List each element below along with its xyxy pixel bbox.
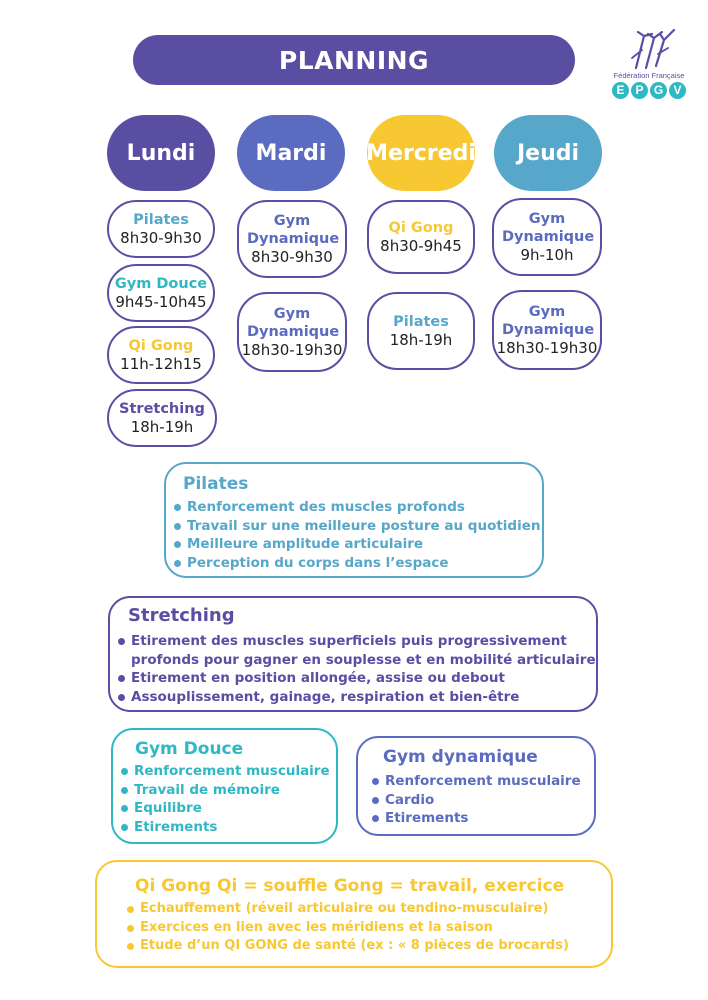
class-time: 18h-19h bbox=[130, 417, 194, 436]
class-name: Gym Dynamique bbox=[502, 303, 595, 338]
class-name: Gym Dynamique bbox=[247, 305, 340, 340]
day-header-mercredi: Mercredi bbox=[367, 115, 475, 191]
class-slot bbox=[107, 264, 215, 322]
class-slot bbox=[237, 292, 347, 372]
list-item: Exercices en lien avec les méridiens et la saison bbox=[127, 919, 569, 938]
list-item: Cardio bbox=[372, 791, 581, 810]
day-header-jeudi: Jeudi bbox=[494, 115, 602, 191]
stretching-description bbox=[108, 596, 598, 712]
epgv-logo bbox=[608, 28, 690, 103]
class-name: Pilates bbox=[393, 313, 449, 330]
class-time: 8h30-9h30 bbox=[120, 228, 202, 247]
logo-letter: G bbox=[650, 82, 667, 99]
day-header-mardi: Mardi bbox=[237, 115, 345, 191]
list-item: Meilleure amplitude articulaire bbox=[174, 535, 541, 554]
list-item: Etirement des muscles superficiels puis progressivement bbox=[118, 632, 596, 651]
description-title: Pilates bbox=[183, 474, 249, 494]
logo-letter: P bbox=[631, 82, 648, 99]
list-item: Etirements bbox=[121, 818, 330, 837]
class-time: 8h30-9h45 bbox=[380, 236, 462, 255]
logo-letter: E bbox=[612, 82, 629, 99]
class-slot bbox=[367, 292, 475, 370]
class-time: 9h-10h bbox=[520, 245, 574, 264]
list-item: Perception du corps dans l’espace bbox=[174, 554, 541, 573]
class-name: Gym Dynamique bbox=[502, 210, 595, 245]
list-item-continued: profonds pour gagner en souplesse et en mobilité articulaire bbox=[131, 651, 596, 668]
description-title: Stretching bbox=[128, 605, 235, 626]
pilates-description bbox=[164, 462, 544, 578]
list-item: Echauffement (réveil articulaire ou tendino-musculaire) bbox=[127, 900, 569, 919]
class-name: Pilates bbox=[133, 211, 189, 228]
class-time: 11h-12h15 bbox=[120, 354, 202, 373]
list-item: Renforcement musculaire bbox=[372, 772, 581, 791]
list-item: Renforcement musculaire bbox=[121, 762, 330, 781]
list-item: Travail sur une meilleure posture au quotidien bbox=[174, 517, 541, 536]
class-time: 18h30-19h30 bbox=[241, 340, 343, 359]
class-time: 9h45-10h45 bbox=[115, 292, 207, 311]
class-slot bbox=[492, 198, 602, 276]
gymnast-figures-icon bbox=[608, 28, 690, 72]
list-item: Etude d’un QI GONG de santé (ex : « 8 pièces de brocards) bbox=[127, 937, 569, 956]
class-slot bbox=[237, 200, 347, 278]
list-item: Travail de mémoire bbox=[121, 781, 330, 800]
page-title: PLANNING bbox=[133, 35, 575, 85]
description-title: Qi Gong Qi = souffle Gong = travail, exercice bbox=[135, 876, 565, 896]
list-item: Equilibre bbox=[121, 799, 330, 818]
class-time: 18h30-19h30 bbox=[496, 338, 598, 357]
class-slot bbox=[107, 389, 217, 447]
org-label: Fédération Française bbox=[613, 71, 685, 80]
qi-gong-description bbox=[95, 860, 613, 968]
logo-letter: V bbox=[669, 82, 686, 99]
class-name: Gym Dynamique bbox=[247, 212, 340, 247]
description-title: Gym Douce bbox=[135, 739, 244, 759]
class-time: 8h30-9h30 bbox=[251, 247, 333, 266]
gym-dynamique-description bbox=[356, 736, 596, 836]
day-header-lundi: Lundi bbox=[107, 115, 215, 191]
list-item: Etirement en position allongée, assise ou debout bbox=[118, 669, 596, 688]
list-item: Assouplissement, gainage, respiration et bien-être bbox=[118, 688, 596, 707]
class-name: Qi Gong bbox=[128, 337, 194, 354]
class-name: Gym Douce bbox=[114, 275, 208, 292]
class-slot bbox=[107, 200, 215, 258]
class-time: 18h-19h bbox=[389, 330, 453, 349]
class-name: Qi Gong bbox=[388, 219, 454, 236]
gym-douce-description bbox=[111, 728, 338, 844]
class-slot bbox=[367, 200, 475, 274]
list-item: Renforcement des muscles profonds bbox=[174, 498, 541, 517]
class-name: Stretching bbox=[119, 400, 205, 417]
class-slot bbox=[107, 326, 215, 384]
epgv-letters bbox=[612, 82, 686, 99]
description-title: Gym dynamique bbox=[383, 747, 538, 767]
list-item: Etirements bbox=[372, 809, 581, 828]
class-slot bbox=[492, 290, 602, 370]
